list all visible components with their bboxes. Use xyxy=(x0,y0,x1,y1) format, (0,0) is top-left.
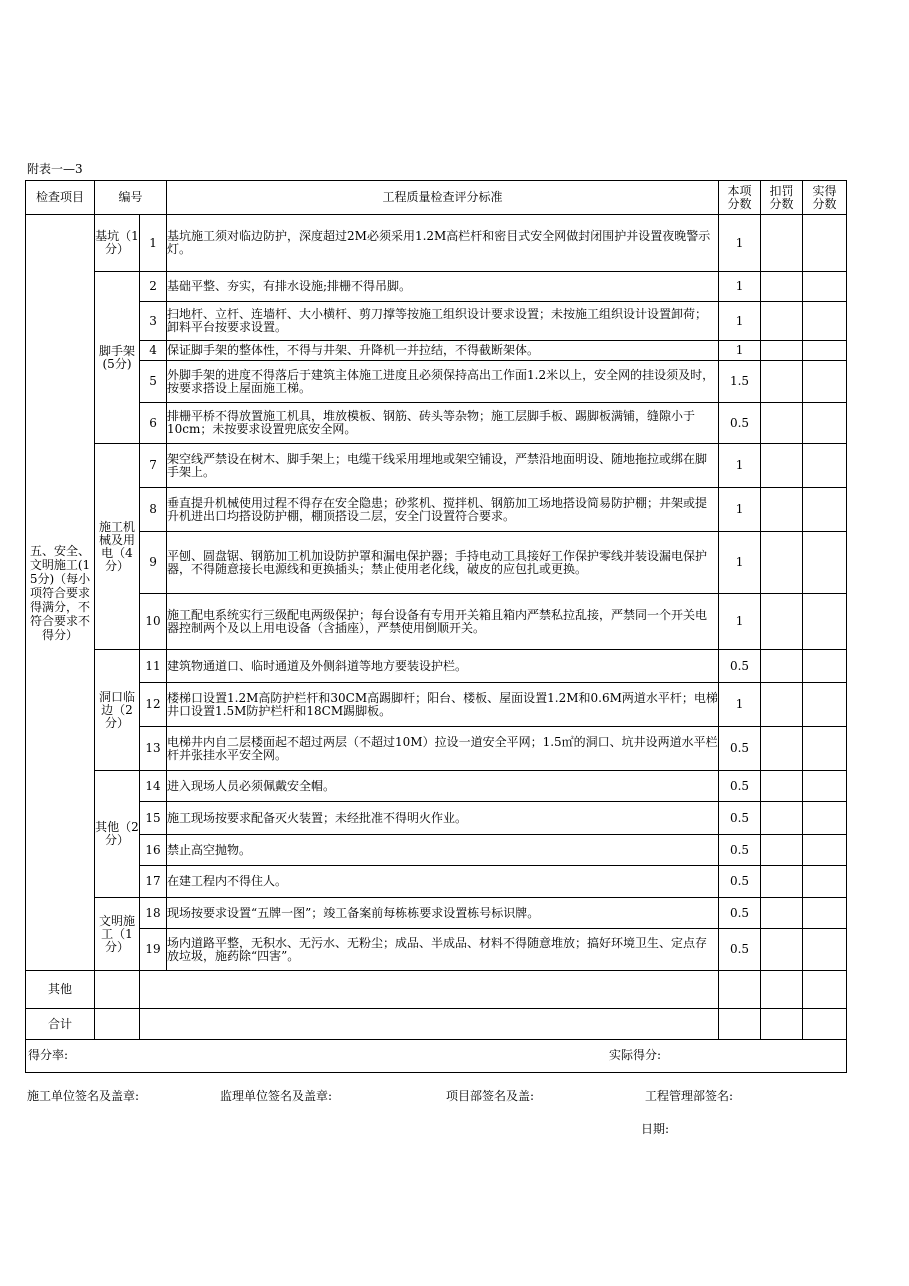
table-row xyxy=(26,683,847,727)
row-standard: 基础平整、夯实，有排水设施;排栅不得吊脚。 xyxy=(167,272,719,302)
table-row xyxy=(26,929,847,971)
row-actual-cell[interactable] xyxy=(803,683,847,727)
row-actual-cell[interactable] xyxy=(803,866,847,898)
row-actual-cell[interactable] xyxy=(803,771,847,802)
row-number: 15 xyxy=(140,802,167,835)
row-deduct-cell[interactable] xyxy=(761,594,803,650)
row-score: 1 xyxy=(719,444,761,488)
row-deduct-cell[interactable] xyxy=(761,683,803,727)
group-openings: 洞口临边（2分） xyxy=(95,650,140,771)
row-number: 19 xyxy=(140,929,167,971)
row-standard: 排栅平桥不得放置施工机具，堆放模板、钢筋、砖头等杂物；施工层脚手板、踢脚板满铺，缝隙小于10cm；未按要求设置兜底安全网。 xyxy=(167,403,719,444)
row-standard: 施工配电系统实行三级配电两级保护；每台设备有专用开关箱且箱内严禁私拉乱接，严禁同一个开关电器控制两个及以上用电设备（含插座），严禁使用倒顺开关。 xyxy=(167,594,719,650)
row-standard: 架空线严禁设在树木、脚手架上；电缆干线采用埋地或架空铺设，严禁沿地面明设、随地拖拉或绑在脚手架上。 xyxy=(167,444,719,488)
row-deduct-cell[interactable] xyxy=(761,835,803,866)
row-standard: 楼梯口设置1.2M高防护栏杆和30CM高踢脚杆；阳台、楼板、屋面设置1.2M和0.6M两道水平杆；电梯井口设置1.5M防护栏杆和18CM踢脚板。 xyxy=(167,683,719,727)
row-score: 0.5 xyxy=(719,929,761,971)
row-deduct-cell[interactable] xyxy=(761,361,803,403)
table-row xyxy=(26,898,847,929)
row-number: 6 xyxy=(140,403,167,444)
score-rate-row xyxy=(26,1040,847,1073)
table-row xyxy=(26,341,847,361)
table-row xyxy=(26,403,847,444)
row-standard: 场内道路平整，无积水、无污水、无粉尘；成品、半成品、材料不得随意堆放；搞好环境卫生、定点存放垃圾，施药除“四害”。 xyxy=(167,929,719,971)
row-number: 1 xyxy=(140,215,167,272)
header-item-score: 本项 分数 xyxy=(719,181,761,215)
total-standard-cell[interactable] xyxy=(140,1009,719,1040)
row-number: 2 xyxy=(140,272,167,302)
other-standard-cell[interactable] xyxy=(140,971,719,1009)
header-number: 编号 xyxy=(95,181,167,215)
table-row xyxy=(26,771,847,802)
row-score: 0.5 xyxy=(719,650,761,683)
row-number: 11 xyxy=(140,650,167,683)
row-standard: 扫地杆、立杆、连墙杆、大小横杆、剪刀撑等按施工组织设计要求设置；未按施工组织设计设置卸荷；卸料平台按要求设置。 xyxy=(167,302,719,341)
supervisor-signature-label: 监理单位签名及盖章: xyxy=(220,1089,333,1103)
row-actual-cell[interactable] xyxy=(803,341,847,361)
other-actual-cell[interactable] xyxy=(803,971,847,1009)
group-other: 其他（2分） xyxy=(95,771,140,898)
row-standard: 平刨、圆盘锯、钢筋加工机加设防护罩和漏电保护器；手持电动工具接好工作保护零线并装设漏电保护器，不得随意接长电源线和更换插头；禁止使用老化线，破皮的应包扎或更换。 xyxy=(167,532,719,594)
row-number: 7 xyxy=(140,444,167,488)
row-deduct-cell[interactable] xyxy=(761,929,803,971)
row-actual-cell[interactable] xyxy=(803,802,847,835)
row-standard: 电梯井内自二层楼面起不超过两层（不超过10M）拉设一道安全平网；1.5㎡的洞口、坑井设两道水平栏杆并张挂水平安全网。 xyxy=(167,727,719,771)
row-actual-cell[interactable] xyxy=(803,488,847,532)
row-number: 8 xyxy=(140,488,167,532)
header-item: 检查项目 xyxy=(26,181,95,215)
row-actual-cell[interactable] xyxy=(803,272,847,302)
row-number: 18 xyxy=(140,898,167,929)
row-score: 0.5 xyxy=(719,403,761,444)
row-number: 13 xyxy=(140,727,167,771)
total-deduct-cell[interactable] xyxy=(761,1009,803,1040)
header-deduct: 扣罚 分数 xyxy=(761,181,803,215)
actual-score-label: 实际得分: xyxy=(609,1048,662,1062)
table-row xyxy=(26,727,847,771)
row-score: 1 xyxy=(719,302,761,341)
other-deduct-cell[interactable] xyxy=(761,971,803,1009)
row-score: 1 xyxy=(719,341,761,361)
table-row xyxy=(26,650,847,683)
row-number: 9 xyxy=(140,532,167,594)
group-pit: 基坑（1分） xyxy=(95,215,140,272)
row-standard: 现场按要求设置“五牌一图”；竣工备案前每栋栋要求设置栋号标识牌。 xyxy=(167,898,719,929)
main-item-cell: 五、安全、 文明施工(15分)（每小项符合要求得满分，不符合要求不得分） xyxy=(26,215,95,971)
group-scaffold: 脚手架(5分) xyxy=(95,272,140,444)
row-actual-cell[interactable] xyxy=(803,594,847,650)
date-label: 日期: xyxy=(641,1122,670,1136)
group-civilized: 文明施工（1分） xyxy=(95,898,140,971)
row-deduct-cell[interactable] xyxy=(761,898,803,929)
row-score: 1 xyxy=(719,683,761,727)
table-row xyxy=(26,215,847,272)
row-number: 14 xyxy=(140,771,167,802)
row-deduct-cell[interactable] xyxy=(761,341,803,361)
row-deduct-cell[interactable] xyxy=(761,771,803,802)
other-score-cell[interactable] xyxy=(719,971,761,1009)
row-standard: 保证脚手架的整体性，不得与井架、升降机一并拉结，不得截断架体。 xyxy=(167,341,719,361)
row-deduct-cell[interactable] xyxy=(761,272,803,302)
row-standard: 外脚手架的进度不得落后于建筑主体施工进度且必须保持高出工作面1.2米以上，安全网的挂设须及时，按要求搭设上屋面施工梯。 xyxy=(167,361,719,403)
table-row xyxy=(26,302,847,341)
row-score: 0.5 xyxy=(719,727,761,771)
table-row xyxy=(26,532,847,594)
table-row xyxy=(26,361,847,403)
row-number: 5 xyxy=(140,361,167,403)
table-row xyxy=(26,272,847,302)
row-number: 17 xyxy=(140,866,167,898)
score-rate-label: 得分率: xyxy=(28,1048,69,1062)
row-score: 1 xyxy=(719,532,761,594)
row-number: 3 xyxy=(140,302,167,341)
row-score: 0.5 xyxy=(719,802,761,835)
attachment-label: 附表一—3 xyxy=(27,162,83,176)
header-actual: 实得 分数 xyxy=(803,181,847,215)
row-deduct-cell[interactable] xyxy=(761,866,803,898)
table-row xyxy=(26,594,847,650)
row-score: 1 xyxy=(719,488,761,532)
other-label: 其他 xyxy=(26,971,95,1009)
table-row xyxy=(26,835,847,866)
row-number: 4 xyxy=(140,341,167,361)
row-actual-cell[interactable] xyxy=(803,302,847,341)
total-score-cell[interactable] xyxy=(719,1009,761,1040)
total-number-cell[interactable] xyxy=(95,1009,140,1040)
row-score: 1 xyxy=(719,272,761,302)
row-deduct-cell[interactable] xyxy=(761,215,803,272)
row-actual-cell[interactable] xyxy=(803,403,847,444)
table-row xyxy=(26,488,847,532)
row-deduct-cell[interactable] xyxy=(761,650,803,683)
mgmt-dept-signature-label: 工程管理部签名: xyxy=(645,1089,734,1103)
row-score: 1 xyxy=(719,594,761,650)
table-row xyxy=(26,444,847,488)
row-score: 0.5 xyxy=(719,835,761,866)
row-number: 12 xyxy=(140,683,167,727)
row-number: 10 xyxy=(140,594,167,650)
total-row xyxy=(26,1009,847,1040)
row-standard: 建筑物通道口、临时通道及外侧斜道等地方要装设护栏。 xyxy=(167,650,719,683)
row-deduct-cell[interactable] xyxy=(761,488,803,532)
header-standard: 工程质量检查评分标准 xyxy=(167,181,719,215)
header-row xyxy=(26,181,847,215)
contractor-signature-label: 施工单位签名及盖章: xyxy=(27,1089,140,1103)
row-standard: 进入现场人员必须佩戴安全帽。 xyxy=(167,771,719,802)
row-deduct-cell[interactable] xyxy=(761,403,803,444)
row-actual-cell[interactable] xyxy=(803,650,847,683)
row-standard: 施工现场按要求配备灭火装置；未经批准不得明火作业。 xyxy=(167,802,719,835)
row-actual-cell[interactable] xyxy=(803,835,847,866)
row-actual-cell[interactable] xyxy=(803,898,847,929)
row-actual-cell[interactable] xyxy=(803,532,847,594)
table-row xyxy=(26,802,847,835)
project-dept-signature-label: 项目部签名及盖: xyxy=(446,1089,535,1103)
row-number: 16 xyxy=(140,835,167,866)
row-score: 0.5 xyxy=(719,866,761,898)
other-row xyxy=(26,971,847,1009)
row-standard: 在建工程内不得住人。 xyxy=(167,866,719,898)
row-deduct-cell[interactable] xyxy=(761,727,803,771)
row-standard: 禁止高空抛物。 xyxy=(167,835,719,866)
row-deduct-cell[interactable] xyxy=(761,802,803,835)
row-score: 1.5 xyxy=(719,361,761,403)
row-actual-cell[interactable] xyxy=(803,727,847,771)
other-number-cell[interactable] xyxy=(95,971,140,1009)
row-actual-cell[interactable] xyxy=(803,444,847,488)
row-deduct-cell[interactable] xyxy=(761,532,803,594)
score-rate-cell[interactable] xyxy=(26,1040,847,1073)
row-actual-cell[interactable] xyxy=(803,361,847,403)
total-actual-cell[interactable] xyxy=(803,1009,847,1040)
row-score: 0.5 xyxy=(719,771,761,802)
group-machinery: 施工机械及用电（4分） xyxy=(95,444,140,650)
row-standard: 基坑施工须对临边防护，深度超过2M必须采用1.2M高栏杆和密目式安全网做封闭围护并设置夜晚警示灯。 xyxy=(167,215,719,272)
row-deduct-cell[interactable] xyxy=(761,302,803,341)
row-actual-cell[interactable] xyxy=(803,215,847,272)
total-label: 合计 xyxy=(26,1009,95,1040)
row-deduct-cell[interactable] xyxy=(761,444,803,488)
table-row xyxy=(26,866,847,898)
inspection-table xyxy=(25,180,847,1073)
row-score: 1 xyxy=(719,215,761,272)
row-score: 0.5 xyxy=(719,898,761,929)
row-standard: 垂直提升机械使用过程不得存在安全隐患；砂浆机、搅拌机、钢筋加工场地搭设简易防护棚；井架或提升机进出口均搭设防护棚，棚顶搭设二层，安全门设置符合要求。 xyxy=(167,488,719,532)
row-actual-cell[interactable] xyxy=(803,929,847,971)
